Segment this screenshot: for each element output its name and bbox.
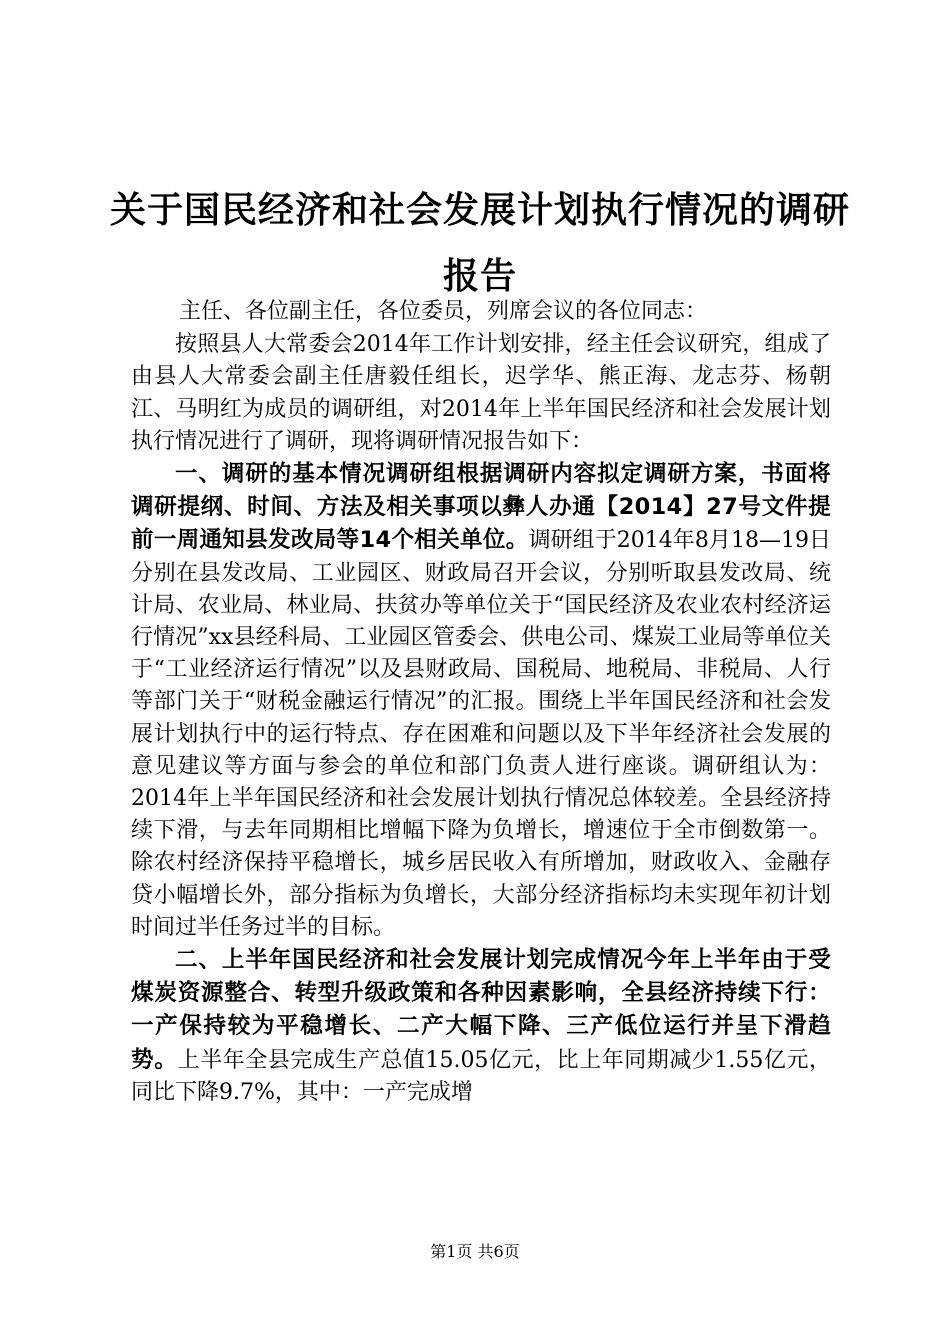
document-title: 关于国民经济和社会发展计划执行情况的调研报告 — [109, 190, 850, 297]
section-text-2: 上半年全县完成生产总值15.05亿元，比上年同期减少1.55亿元，同比下降9.7%，其中：一产完成增 — [131, 1047, 831, 1105]
paragraph-section-1 — [131, 458, 831, 944]
document-body — [131, 296, 831, 1109]
page-number-footer: 第1页 共6页 — [430, 1242, 520, 1261]
section-heading-1: 一、调研的基本情况调研组根据调研内容拟定调研方案，书面将调研提纲、时间、方法及相关事项以彝人办通【2014】27号文件提前一周通知县发改局等14个相关单位。 — [131, 461, 831, 554]
section-heading-2: 二、上半年国民经济和社会发展计划完成情况今年上半年由于受煤炭资源整合、转型升级政策和各种因素影响，全县经济持续下行：一产保持较为平稳增长、二产大幅下降、三产低位运行并呈下滑趋势。 — [131, 947, 831, 1073]
section-text-1: 调研组于2014年8月18—19日分别在县发改局、工业园区、财政局召开会议，分别听取县发改局、统计局、农业局、林业局、扶贫办等单位关于“国民经济及农业农村经济运行情况”xx县经科局、工业园区管委会、供电公司、煤炭工业局等单位关于“工业经济运行情况”以及县财政局、国税局、地税局、非税局、人行等部门关于“财税金融运行情况”的汇报。围绕上半年国民经济和社会发展计划执行中的运行特点、存在困难和问题以及下半年经济社会发展的意见建议等方面与参会的单位和部门负责人进行座谈。调研组认为：2014年上半年国民经济和社会发展计划执行情况总体较差。全县经济持续下滑，与去年同期相比增幅下降为负增长，增速位于全市倒数第一。除农村经济保持平稳增长，城乡居民收入有所增加，财政收入、金融存贷小幅增长外，部分指标为负增长，大部分经济指标均未实现年初计划时间过半任务过半的目标。 — [131, 528, 831, 940]
paragraph-intro — [131, 328, 831, 458]
paragraph-section-2 — [131, 944, 831, 1109]
paragraph-text: 按照县人大常委会2014年工作计划安排，经主任会议研究，组成了由县人大常委会副主任唐毅任组长，迟学华、熊正海、龙志芬、杨朝江、马明红为成员的调研组，对2014年上半年国民经济和社会发展计划执行情况进行了调研，现将调研情况报告如下： — [131, 332, 831, 454]
salutation: 主任、各位副主任，各位委员，列席会议的各位同志： — [179, 299, 708, 324]
